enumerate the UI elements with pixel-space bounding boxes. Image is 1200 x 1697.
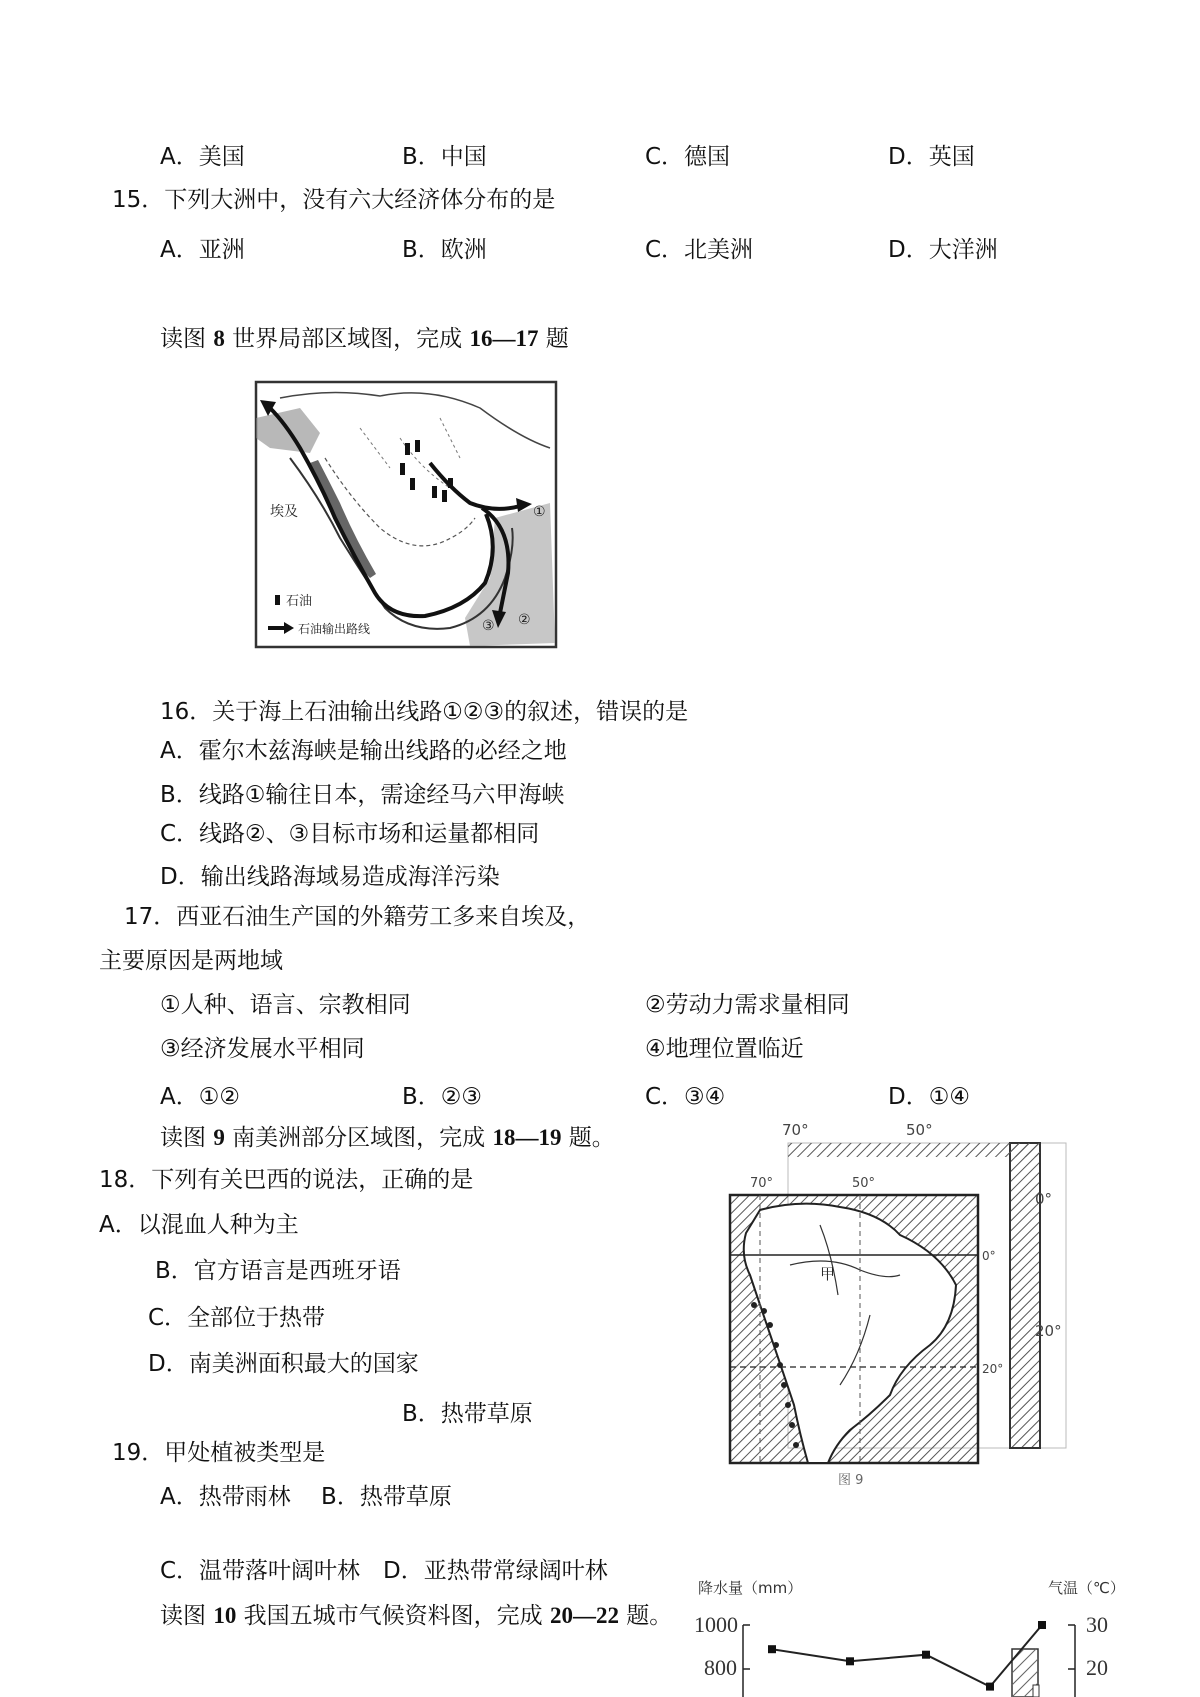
right-tick-30: 30	[1086, 1612, 1108, 1637]
lon-50: 50°	[852, 1176, 876, 1191]
q18-option-b: B．官方语言是西班牙语	[155, 1258, 401, 1284]
q14-option-c: C．德国	[645, 144, 731, 170]
precip-line	[772, 1625, 1042, 1687]
intro-16-17-mid: 世界局部区域图，完成	[232, 326, 463, 352]
intro-20-22-mid: 我国五城市气候资料图，完成	[243, 1603, 543, 1629]
legend-route-label: 石油输出路线	[298, 622, 371, 636]
intro-18-19-range: 18—19	[492, 1125, 562, 1150]
intro-20-22-pre: 读图	[160, 1603, 206, 1629]
q17-option-d: D．①④	[888, 1084, 970, 1110]
q15-stem: 15．下列大洲中，没有六大经济体分布的是	[112, 187, 556, 213]
q19-stem: 19．甲处植被类型是	[112, 1440, 326, 1466]
q16-option-d: D．输出线路海域易造成海洋污染	[160, 864, 500, 890]
left-axis-label: 降水量（mm）	[698, 1579, 803, 1597]
intro-18-19-pre: 读图	[160, 1125, 206, 1151]
figure-9-map	[720, 1115, 1090, 1485]
back-lon-50: 50°	[906, 1121, 933, 1139]
intro-20-22-post: 题。	[626, 1603, 673, 1629]
q17-item-4: ④地理位置临近	[645, 1036, 804, 1062]
q17-option-c: C．③④	[645, 1084, 726, 1110]
label-egypt: 埃及	[270, 504, 298, 520]
intro-18-19-post: 题。	[568, 1125, 615, 1151]
q18-option-a: A．以混血人种为主	[99, 1212, 299, 1238]
q17-option-b: B．②③	[402, 1084, 483, 1110]
q17-item-3: ③经济发展水平相同	[160, 1036, 365, 1062]
figure-9-caption: 图 9	[838, 1473, 864, 1485]
q19-options-line1: A．热带雨林 B．热带草原	[160, 1484, 452, 1510]
right-tick-20: 20	[1086, 1655, 1108, 1680]
q14-option-d: D．英国	[888, 144, 975, 170]
q19-options-line2: C．温带落叶阔叶林 D．亚热带常绿阔叶林	[160, 1558, 608, 1584]
q18-stem: 18．下列有关巴西的说法，正确的是	[99, 1167, 474, 1193]
q16-option-c: C．线路②、③目标市场和运量都相同	[160, 821, 540, 847]
right-axis-label: 气温（℃）	[1048, 1579, 1125, 1597]
q17-option-a: A．①②	[160, 1084, 240, 1110]
precip-point-3	[922, 1651, 930, 1659]
legend-oil-icon	[275, 595, 280, 605]
q16-stem: 16．关于海上石油输出线路①②③的叙述，错误的是	[160, 699, 689, 725]
label-route-1: ①	[533, 504, 546, 520]
label-jia: 甲	[820, 1265, 836, 1283]
back-lat-20: 20°	[1035, 1322, 1062, 1340]
q16-option-a: A．霍尔木兹海峡是输出线路的必经之地	[160, 738, 567, 764]
intro-20-22-range: 20—22	[549, 1603, 619, 1628]
back-lon-70: 70°	[782, 1121, 809, 1139]
q15-option-c: C．北美洲	[645, 237, 754, 263]
q15-option-b: B．欧洲	[402, 237, 487, 263]
intro-18-19	[160, 1126, 615, 1150]
q17-stem-line1: 17．西亚石油生产国的外籍劳工多来自埃及，	[124, 904, 591, 930]
intro-16-17-range: 16—17	[469, 326, 539, 351]
precip-point-5	[1038, 1621, 1046, 1629]
q16-option-b: B．线路①输往日本，需途经马六甲海峡	[160, 782, 565, 808]
intro-20-22	[160, 1604, 672, 1628]
q14-option-b: B．中国	[402, 144, 487, 170]
lon-70: 70°	[750, 1176, 774, 1191]
q17-item-1: ①人种、语言、宗教相同	[160, 992, 411, 1018]
precip-point-1	[768, 1645, 776, 1653]
lat-0: 0°	[982, 1249, 996, 1263]
figure-8-map	[250, 378, 560, 653]
intro-18-19-fig: 9	[213, 1125, 225, 1150]
intro-20-22-fig: 10	[213, 1603, 237, 1628]
left-tick-800: 800	[704, 1655, 737, 1680]
precip-point-4	[986, 1683, 994, 1691]
legend-oil-label: 石油	[286, 594, 313, 609]
intro-18-19-mid: 南美洲部分区域图，完成	[232, 1125, 486, 1151]
q17-item-2: ②劳动力需求量相同	[645, 992, 850, 1018]
q18-option-c: C．全部位于热带	[148, 1305, 326, 1331]
stray-option: B．热带草原	[402, 1401, 533, 1427]
intro-16-17-pre: 读图	[160, 326, 206, 352]
intro-16-17-post: 题	[545, 326, 569, 352]
label-route-2: ②	[518, 612, 531, 628]
q17-stem-line2: 主要原因是两地域	[99, 948, 283, 974]
back-lat-0: 0°	[1035, 1190, 1053, 1208]
label-route-3: ③	[482, 618, 495, 634]
left-tick-1000: 1000	[694, 1612, 738, 1637]
intro-16-17	[160, 327, 569, 351]
lat-20: 20°	[982, 1362, 1004, 1376]
q14-option-a: A．美国	[160, 144, 245, 170]
figure-10-chart	[690, 1575, 1140, 1697]
q15-option-a: A．亚洲	[160, 237, 245, 263]
q18-option-d: D．南美洲面积最大的国家	[148, 1351, 419, 1377]
precip-point-2	[846, 1657, 854, 1665]
q15-option-d: D．大洋洲	[888, 237, 998, 263]
intro-16-17-fig: 8	[213, 326, 225, 351]
